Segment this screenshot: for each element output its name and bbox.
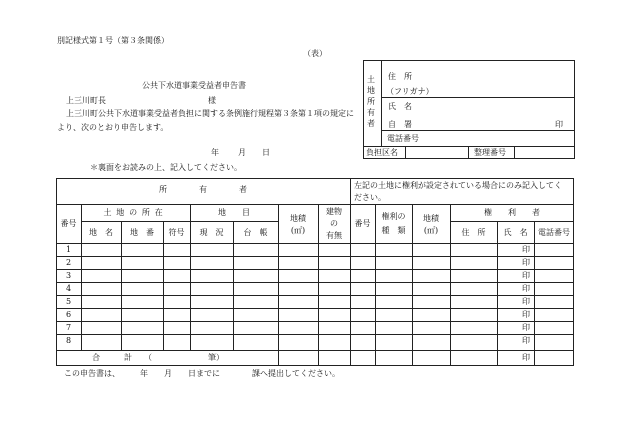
page-side-label: （表）: [303, 49, 327, 58]
land-category-header: 地 目: [218, 208, 250, 217]
seal-mark: 印: [522, 310, 530, 319]
right-type-header-1: 権利の: [381, 212, 406, 221]
owner-address-label: 住 所: [388, 72, 412, 81]
row-number: 3: [65, 271, 72, 280]
row-number: 6: [65, 310, 72, 319]
owner-section-header: 所 有 者: [159, 185, 247, 194]
seal-mark: 印: [522, 271, 530, 280]
body-text-line2: より、次のとおり申告します。: [57, 123, 169, 132]
seal-mark: 印: [522, 323, 530, 332]
row-number: 1: [65, 245, 72, 254]
row-number: 4: [65, 284, 72, 293]
row-number: 7: [65, 323, 72, 332]
building-header-3: 有無: [326, 231, 342, 240]
right-area-unit: (㎡): [423, 226, 439, 235]
seal-mark: 印: [522, 284, 530, 293]
seal-mark: 印: [522, 258, 530, 267]
holder-name-header: 氏 名: [503, 228, 528, 237]
document-title: 公共下水道事業受益者申告書: [142, 81, 246, 90]
rights-note-line1: 左記の土地に権利が設定されている場合にのみ記入してく: [354, 181, 562, 190]
area-header: 地積: [290, 214, 306, 223]
row-number: 5: [65, 297, 72, 306]
registry-header: 台 帳: [243, 228, 268, 237]
holder-address-header: 住 所: [461, 228, 486, 237]
reference-number-label: 整理番号: [474, 148, 506, 157]
addressee: 上三川町長: [66, 96, 106, 105]
owner-phone-label: 電話番号: [387, 134, 419, 143]
seal-mark: 印: [522, 297, 530, 306]
right-area-header: 地積: [423, 214, 439, 223]
date-year: 年: [211, 148, 219, 157]
honorific: 様: [208, 96, 216, 105]
place-name-header: 地 名: [89, 228, 113, 237]
right-number-header: 番号: [354, 219, 371, 228]
row-number: 2: [65, 258, 72, 267]
owner-signature-label: 自 署: [388, 120, 412, 129]
current-state-header: 現 況: [199, 228, 224, 237]
code-header: 符号: [168, 228, 185, 237]
rights-note-line2: ださい。: [354, 193, 386, 202]
submission-deadline-note: この申告書は、 年 月 日までに 課へ提出してください。: [64, 369, 340, 378]
right-holder-header: 権 利 者: [484, 208, 540, 217]
owner-seal-mark: 印: [555, 120, 563, 129]
date-month: 月: [238, 148, 246, 157]
seal-mark: 印: [522, 245, 530, 254]
number-header: 番号: [60, 219, 77, 228]
lot-number-header: 地 番: [130, 228, 154, 237]
seal-mark: 印: [522, 336, 530, 345]
owner-name-label: 氏 名: [388, 102, 412, 111]
building-header-1: 建物: [326, 207, 342, 216]
form-reference: 別記様式第１号（第３条関係）: [57, 36, 169, 45]
body-text-line1: 上三川町公共下水道事業受益者負担に関する条例施行規程第３条第１項の規定に: [66, 109, 354, 118]
row-number: 8: [65, 336, 72, 345]
owner-vertical-label: 土地所有者: [367, 75, 375, 128]
building-header-2: の: [330, 219, 338, 228]
holder-phone-header: 電話番号: [538, 228, 570, 237]
location-header: 土地の所在: [103, 208, 168, 217]
district-label: 負担区名: [366, 148, 398, 157]
total-row-label: 合 計 （ 筆）: [92, 353, 224, 362]
instruction-note: ＊裏面をお読みの上、記入してください。: [90, 163, 242, 172]
seal-mark: 印: [522, 353, 530, 362]
owner-furigana-label: （フリガナ）: [386, 87, 434, 96]
area-unit: (㎡): [290, 226, 306, 235]
right-type-header-2: 種 類: [381, 226, 406, 235]
date-day: 日: [262, 148, 270, 157]
